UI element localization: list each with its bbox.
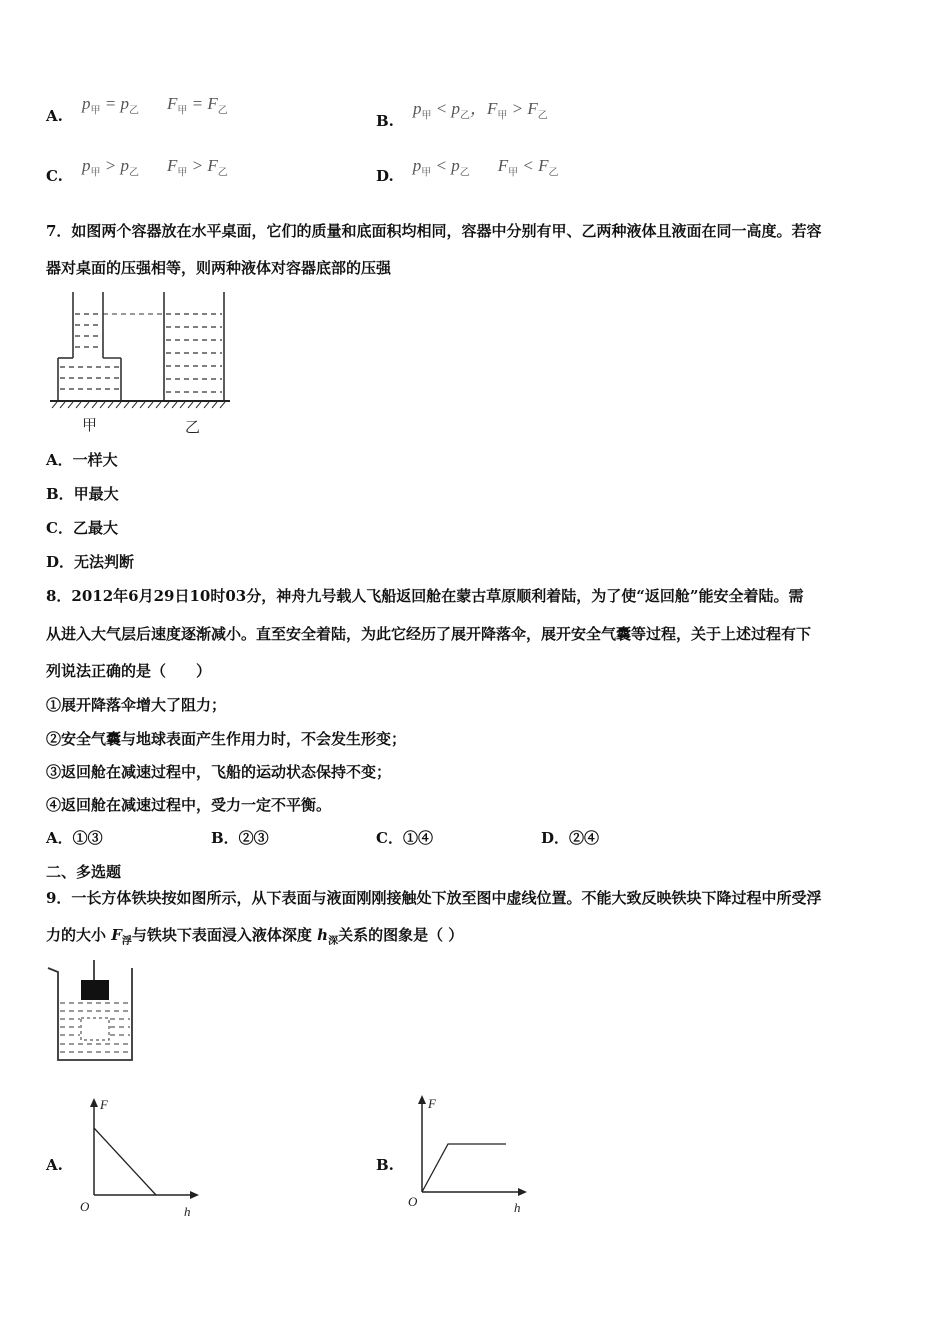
q8-statement-4: ④返回舱在减速过程中，受力一定不平衡。	[46, 796, 332, 814]
lower-position	[81, 1018, 109, 1040]
q9-option-b-graph	[404, 1092, 534, 1217]
option-label: C.	[46, 167, 63, 185]
q9-stem-line2: 力的大小 $F_浮$与铁块下表面浸入液体深度 $h_深$关系的图象是（ ）	[46, 926, 464, 947]
q6-option-a[interactable]	[46, 94, 228, 128]
label-yi: 乙	[185, 420, 201, 436]
depth-symbol: h	[317, 926, 329, 944]
x-arrow	[518, 1188, 527, 1196]
q9-option-a-label[interactable]: A.	[46, 1156, 63, 1174]
y-label: F	[428, 1096, 436, 1111]
container-yi	[164, 292, 224, 400]
pressure-relation: $p_甲 < p_乙$ $F_甲 < F_乙$	[412, 156, 559, 179]
q8-stem-line3: 列说法正确的是（ ）	[46, 662, 212, 680]
q7-option-d[interactable]: D．无法判断	[46, 553, 135, 571]
option-label: A.	[46, 107, 63, 125]
container-jia	[58, 292, 121, 400]
q7-stem-line1: 7．如图两个容器放在水平桌面，它们的质量和底面积均相同，容器中分别有甲、乙两种液体且液面在同一高度。若容	[46, 222, 822, 240]
liquid-yi	[166, 314, 222, 392]
q8-statement-3: ③返回舱在减速过程中，飞船的运动状态保持不变；	[46, 763, 392, 781]
graph-line	[422, 1144, 506, 1192]
section-title: 二、多选题	[46, 863, 122, 881]
q8-option-a[interactable]: A．①③	[46, 829, 103, 847]
y-label: F	[100, 1097, 108, 1112]
x-label: h	[184, 1204, 191, 1219]
pressure-relation: $p_甲 > p_乙$ $F_甲 > F_乙$	[82, 156, 228, 179]
q8-option-b[interactable]: B．②③	[211, 829, 269, 847]
q9-beaker-figure	[46, 960, 141, 1065]
label-jia: 甲	[82, 418, 98, 434]
q9-stem-line1: 9．一长方体铁块按如图所示，从下表面与液面刚刚接触处下放至图中虚线位置。不能大致反映铁块下降过程中所受浮	[46, 889, 822, 907]
q8-statement-2: ②安全气囊与地球表面产生作用力时，不会发生形变；	[46, 730, 407, 748]
table-hatching	[52, 402, 225, 408]
q8-stem-line1: 8．2012年6月29日10时03分，神舟九号载人飞船返回舱在蒙古草原顺利着陆，为了使“返回舱”能安全着陆。需	[46, 587, 804, 605]
x-label: h	[514, 1200, 521, 1215]
iron-block	[81, 980, 109, 1000]
y-arrow	[418, 1095, 426, 1104]
q6-option-c[interactable]	[46, 156, 228, 188]
q8-option-d[interactable]: D．②④	[541, 829, 600, 847]
buoyancy-symbol: F	[111, 926, 122, 944]
q7-stem-line2: 器对桌面的压强相等，则两种液体对容器底部的压强	[46, 259, 392, 277]
q8-option-c[interactable]: C．①④	[376, 829, 433, 847]
x-arrow	[190, 1191, 199, 1199]
graph-line	[94, 1128, 156, 1195]
q6-option-b[interactable]	[376, 99, 548, 133]
option-label: D.	[376, 167, 394, 185]
origin-label: O	[408, 1194, 418, 1209]
q7-option-b[interactable]: B．甲最大	[46, 485, 119, 503]
q8-stem-line2: 从进入大气层后速度逐渐减小。直至安全着陆，为此它经历了展开降落伞，展开安全气囊等过程，关于上述过程有下	[46, 625, 812, 643]
option-label: B.	[376, 112, 394, 130]
q7-option-a[interactable]: A．一样大	[46, 451, 118, 469]
q7-option-c[interactable]: C．乙最大	[46, 519, 118, 537]
y-arrow	[90, 1098, 98, 1107]
liquid	[60, 1003, 130, 1052]
q8-statement-1: ①展开降落伞增大了阻力；	[46, 696, 227, 714]
q7-containers-figure	[46, 288, 236, 438]
origin-label: O	[80, 1199, 90, 1214]
q9-option-a-graph	[76, 1095, 206, 1220]
liquid-jia	[60, 314, 120, 389]
q6-option-d[interactable]	[376, 156, 559, 188]
q9-option-b-label[interactable]: B.	[376, 1156, 394, 1174]
pressure-relation: $p_甲 < p_乙$，$F_甲 > F_乙$	[413, 99, 548, 122]
pressure-relation: $p_甲 = p_乙$ $F_甲 = F_乙$	[81, 94, 228, 117]
